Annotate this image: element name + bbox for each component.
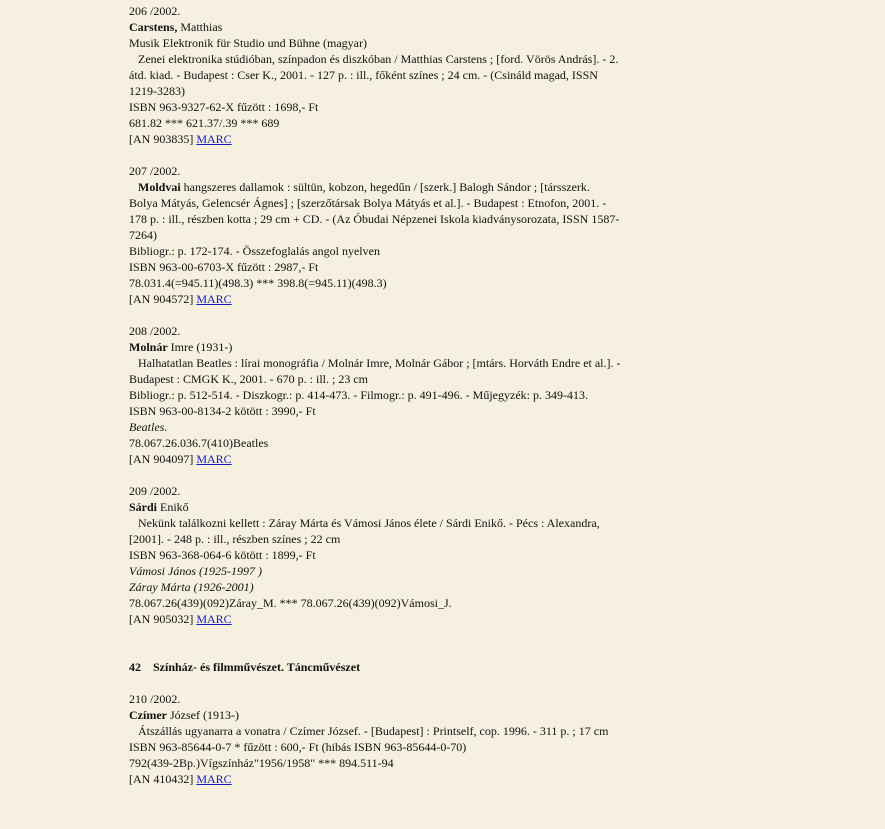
author-name: Sárdi [129, 500, 158, 514]
entry-classification: 681.82 *** 621.37/.39 *** 689 [129, 116, 280, 130]
author-name: Carstens, [129, 20, 178, 34]
author-name: Molnár [129, 340, 168, 354]
entry-classification: 78.067.26.036.7(410)Beatles [129, 436, 269, 450]
entry-description: Átszállás ugyanarra a vonatra / Czímer József. - [Budapest] : Printself, cop. 1996. - 311 p. ; 17 cm [138, 724, 609, 738]
catalog-listing [129, 3, 629, 787]
entry-an-line [129, 291, 629, 307]
catalog-entry-208 [129, 323, 629, 467]
entry-title-bold: Moldvai [138, 180, 181, 194]
catalog-entry-210 [129, 691, 629, 787]
entry-isbn: ISBN 963-85644-0-7 * fűzött : 600,- Ft (hibás ISBN 963-85644-0-70) [129, 740, 467, 754]
section-number: 42 [129, 660, 141, 674]
catalog-entry-207 [129, 163, 629, 307]
marc-link[interactable]: MARC [196, 612, 232, 626]
entry-description-text: hangszeres dallamok : sültün, kobzon, hegedűn / [szerk.] Balogh Sándor ; [társszerk. Bolya Mátyás, Gelencsér Ágnes] ; [szerzőtársak Bolya Mátyás et al.]. - Budapest : Etnofon, 2001. - 178 p. : ill., részben kotta ; 29 cm + CD. - (Az Óbudai Népzenei Iskola kiadványsorozata, ISSN 1587-7264) [129, 180, 620, 242]
marc-link[interactable]: MARC [196, 452, 232, 466]
entry-description [129, 179, 621, 243]
entry-author [129, 339, 629, 355]
entry-description: Nekünk találkozni kellett : Záray Márta és Vámosi János élete / Sárdi Enikő. - Pécs : Alexandra, [2001]. - 248 p. : ill., részben színes ; 22 cm [129, 516, 600, 546]
section-title: Színház- és filmművészet. Táncművészet [153, 660, 361, 674]
entry-subject: Vámosi János (1925-1997 ) [129, 564, 262, 578]
entry-number: 207 /2002. [129, 164, 181, 178]
author-rest: Matthias [177, 20, 223, 34]
author-rest: Enikő [157, 500, 189, 514]
entry-an: [AN 904572] [129, 292, 194, 306]
entry-classification: 78.067.26(439)(092)Záray_M. *** 78.067.26(439)(092)Vámosi_J. [129, 596, 452, 610]
entry-number: 210 /2002. [129, 692, 181, 706]
entry-number: 208 /2002. [129, 324, 181, 338]
catalog-entry-206 [129, 3, 629, 147]
entry-author [129, 499, 629, 515]
entry-an-line [129, 611, 629, 627]
entry-an-line [129, 131, 629, 147]
entry-an: [AN 904097] [129, 452, 194, 466]
entry-classification: 78.031.4(=945.11)(498.3) *** 398.8(=945.11)(498.3) [129, 276, 387, 290]
entry-an: [AN 903835] [129, 132, 194, 146]
entry-isbn: ISBN 963-368-064-6 kötött : 1899,- Ft [129, 548, 316, 562]
entry-note: Bibliogr.: p. 172-174. - Összefoglalás angol nyelven [129, 244, 380, 258]
entry-author [129, 707, 629, 723]
entry-an-line [129, 451, 629, 467]
marc-link[interactable]: MARC [196, 772, 232, 786]
entry-isbn: ISBN 963-00-8134-2 kötött : 3990,- Ft [129, 404, 316, 418]
entry-an-line [129, 771, 629, 787]
entry-note: Bibliogr.: p. 512-514. - Diszkogr.: p. 414-473. - Filmogr.: p. 491-496. - Műjegyzék: p. 349-413. [129, 388, 588, 402]
entry-uniform-title: Musik Elektronik für Studio und Bühne (magyar) [129, 36, 367, 50]
author-rest: Imre (1931-) [167, 340, 233, 354]
marc-link[interactable]: MARC [196, 132, 232, 146]
entry-isbn: ISBN 963-9327-62-X fűzött : 1698,- Ft [129, 100, 319, 114]
author-rest: József (1913-) [166, 708, 239, 722]
entry-an: [AN 410432] [129, 772, 194, 786]
entry-description: Zenei elektronika stúdióban, színpadon és diszkóban / Matthias Carstens ; [ford. Vörös András]. - 2. átd. kiad. - Budapest : Cser K., 2001. - 127 p. : ill., főként színes ; 24 cm. - (Csináld magad, ISSN 1219-3283) [129, 52, 619, 98]
entry-isbn: ISBN 963-00-6703-X fűzött : 2987,- Ft [129, 260, 319, 274]
entry-number: 209 /2002. [129, 484, 181, 498]
entry-subject: Záray Márta (1926-2001) [129, 580, 254, 594]
entry-description: Halhatatlan Beatles : lírai monográfia / Molnár Imre, Molnár Gábor ; [mtárs. Horváth Endre et al.]. - Budapest : CMGK K., 2001. - 670 p. : ill. ; 23 cm [129, 356, 621, 386]
entry-author [129, 19, 629, 35]
entry-subject: Beatles. [129, 420, 168, 434]
entry-classification: 792(439-2Bp.)Vígszínház"1956/1958" *** 894.511-94 [129, 756, 394, 770]
section-heading [129, 659, 629, 675]
entry-an: [AN 905032] [129, 612, 194, 626]
catalog-entry-209 [129, 483, 629, 627]
author-name: Czímer [129, 708, 167, 722]
marc-link[interactable]: MARC [196, 292, 232, 306]
entry-number: 206 /2002. [129, 4, 181, 18]
